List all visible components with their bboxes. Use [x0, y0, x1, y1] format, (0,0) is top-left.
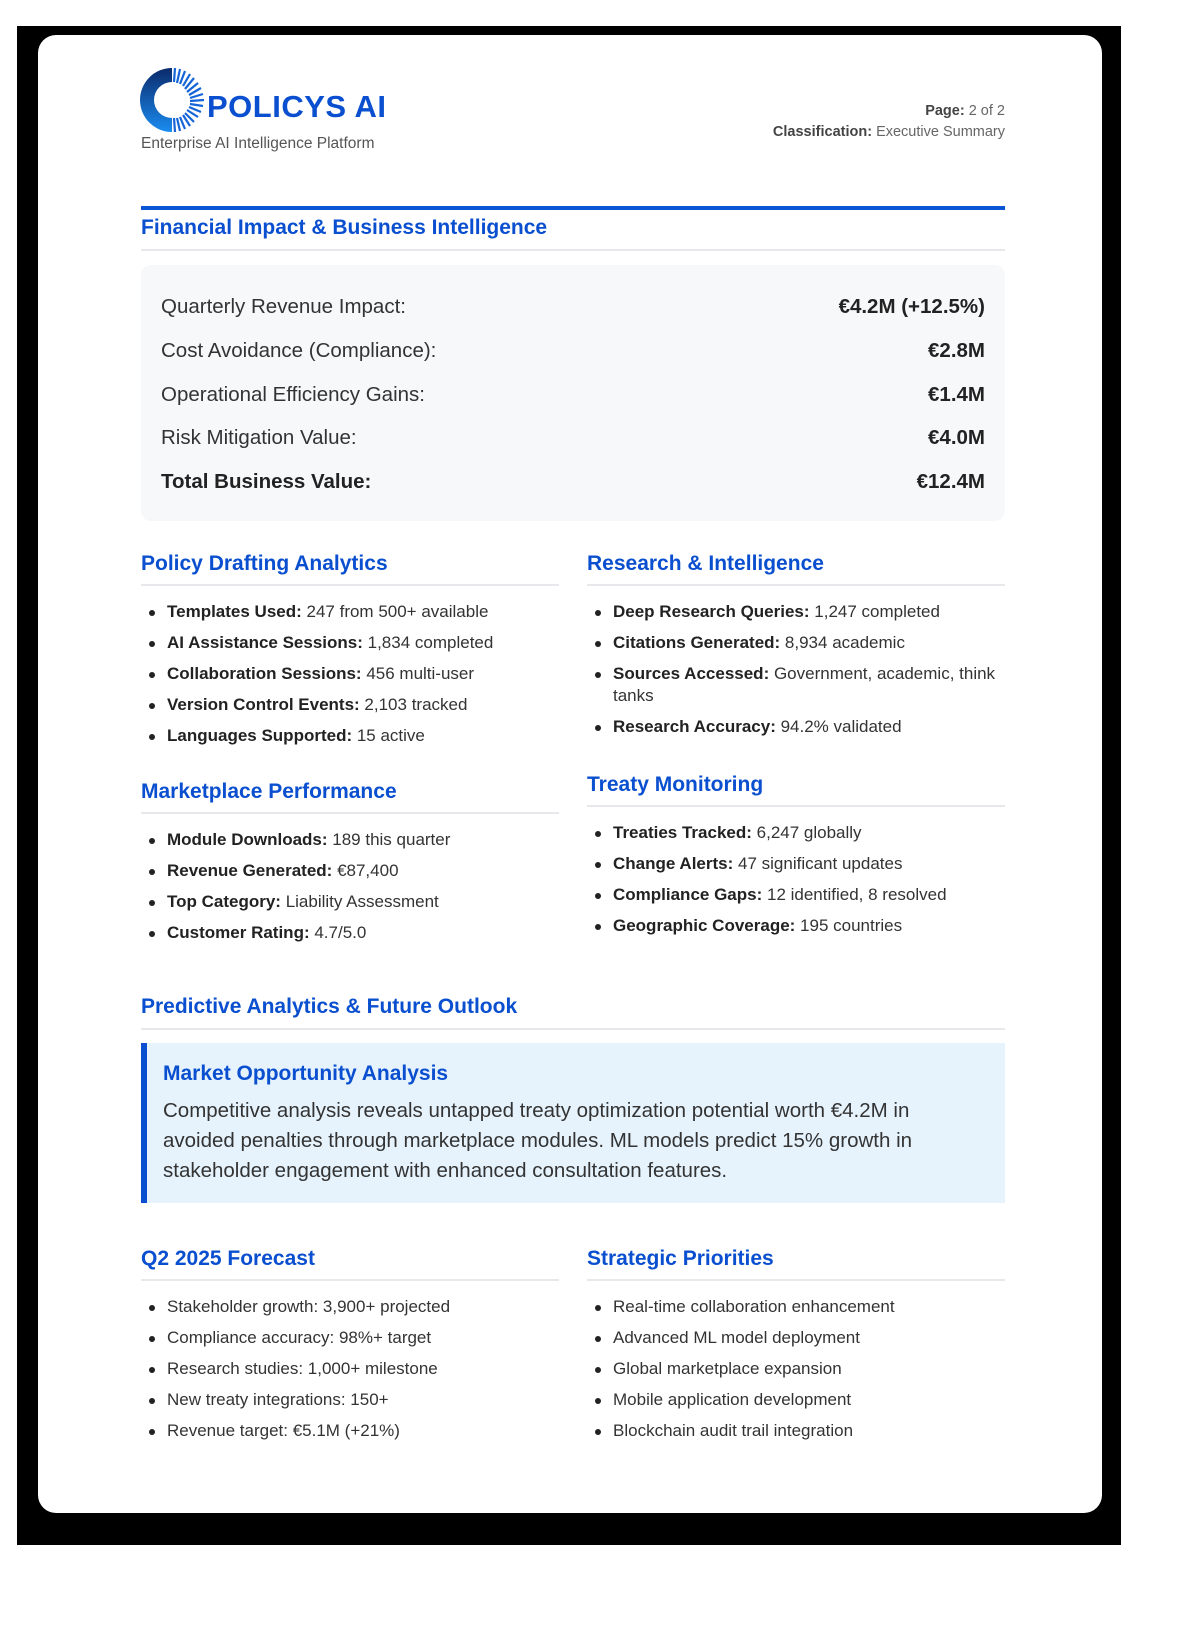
- page-number: 2 of 2: [968, 103, 1005, 119]
- priorities-list: [587, 1296, 1005, 1451]
- list-item: Treaties Tracked: 6,247 globally: [587, 822, 1005, 844]
- page-label: Page:: [925, 103, 965, 119]
- section-divider: [141, 1028, 1005, 1030]
- financial-label: Cost Avoidance (Compliance):: [161, 339, 437, 362]
- list-item: Mobile application development: [587, 1389, 1005, 1411]
- section-divider: [587, 584, 1005, 586]
- callout-title: Market Opportunity Analysis: [163, 1062, 449, 1085]
- list-item: AI Assistance Sessions: 1,834 completed: [141, 632, 559, 654]
- list-item: Revenue Generated: €87,400: [141, 860, 559, 882]
- list-item: Customer Rating: 4.7/5.0: [141, 922, 559, 944]
- list-item: Revenue target: €5.1M (+21%): [141, 1420, 559, 1442]
- financial-total-row: [161, 470, 985, 494]
- section-title-research: Research & Intelligence: [587, 552, 824, 575]
- section-divider: [141, 1279, 559, 1281]
- financial-label: Operational Efficiency Gains:: [161, 383, 425, 406]
- list-item: Compliance accuracy: 98%+ target: [141, 1327, 559, 1349]
- list-item: Sources Accessed: Government, academic, think tanks: [587, 663, 1005, 707]
- financial-value: €4.0M: [928, 426, 985, 449]
- financial-label: Total Business Value:: [161, 470, 372, 493]
- list-item: Citations Generated: 8,934 academic: [587, 632, 1005, 654]
- market-opportunity-callout: [141, 1043, 1005, 1203]
- list-item: Research Accuracy: 94.2% validated: [587, 716, 1005, 738]
- policy-list: [141, 601, 559, 756]
- list-item: Blockchain audit trail integration: [587, 1420, 1005, 1442]
- brand-name: POLICYS AI: [207, 89, 387, 124]
- list-item: Global marketplace expansion: [587, 1358, 1005, 1380]
- financial-row: [161, 383, 985, 407]
- list-item: Version Control Events: 2,103 tracked: [141, 694, 559, 716]
- financial-label: Quarterly Revenue Impact:: [161, 295, 406, 318]
- header-divider: [141, 206, 1005, 210]
- list-item: Advanced ML model deployment: [587, 1327, 1005, 1349]
- list-item: Change Alerts: 47 significant updates: [587, 853, 1005, 875]
- section-title-financial: Financial Impact & Business Intelligence: [141, 216, 548, 239]
- forecast-list: [141, 1296, 559, 1451]
- financial-value: €1.4M: [928, 383, 985, 406]
- marketplace-list: [141, 829, 559, 953]
- callout-text: Competitive analysis reveals untapped treaty optimization potential worth €4.2M in avoided penalties through marketplace modules. ML models predict 15% growth in stakeholder engagement with enhanced consultation features.: [163, 1099, 913, 1182]
- document-header: [141, 65, 1005, 180]
- list-item: Templates Used: 247 from 500+ available: [141, 601, 559, 623]
- research-list: [587, 601, 1005, 747]
- section-divider: [587, 1279, 1005, 1281]
- section-title-predictive: Predictive Analytics & Future Outlook: [141, 995, 518, 1018]
- financial-value: €2.8M: [928, 339, 985, 362]
- section-title-marketplace: Marketplace Performance: [141, 780, 397, 803]
- list-item: Deep Research Queries: 1,247 completed: [587, 601, 1005, 623]
- financial-value: €12.4M: [916, 470, 985, 493]
- list-item: Module Downloads: 189 this quarter: [141, 829, 559, 851]
- financial-row: [161, 426, 985, 450]
- financial-value: €4.2M (+12.5%): [838, 295, 985, 318]
- list-item: Languages Supported: 15 active: [141, 725, 559, 747]
- section-title-treaty: Treaty Monitoring: [587, 773, 764, 796]
- treaty-list: [587, 822, 1005, 946]
- brand-tagline: Enterprise AI Intelligence Platform: [141, 135, 375, 152]
- list-item: Compliance Gaps: 12 identified, 8 resolved: [587, 884, 1005, 906]
- financial-label: Risk Mitigation Value:: [161, 426, 357, 449]
- section-divider: [141, 249, 1005, 251]
- section-divider: [141, 812, 559, 814]
- section-title-policy: Policy Drafting Analytics: [141, 552, 388, 575]
- document-meta: [773, 101, 1005, 143]
- policys-logo-icon: [137, 65, 207, 135]
- financial-row: [161, 295, 985, 319]
- list-item: New treaty integrations: 150+: [141, 1389, 559, 1411]
- list-item: Geographic Coverage: 195 countries: [587, 915, 1005, 937]
- section-title-forecast: Q2 2025 Forecast: [141, 1247, 315, 1270]
- financial-summary-panel: [141, 265, 1005, 521]
- list-item: Research studies: 1,000+ milestone: [141, 1358, 559, 1380]
- list-item: Stakeholder growth: 3,900+ projected: [141, 1296, 559, 1318]
- section-divider: [587, 805, 1005, 807]
- section-title-priorities: Strategic Priorities: [587, 1247, 774, 1270]
- classification-label: Classification:: [772, 124, 873, 140]
- financial-row: [161, 339, 985, 363]
- classification-value: Executive Summary: [876, 124, 1005, 140]
- list-item: Top Category: Liability Assessment: [141, 891, 559, 913]
- section-divider: [141, 584, 559, 586]
- list-item: Collaboration Sessions: 456 multi-user: [141, 663, 559, 685]
- list-item: Real-time collaboration enhancement: [587, 1296, 1005, 1318]
- document-page: [38, 35, 1102, 1513]
